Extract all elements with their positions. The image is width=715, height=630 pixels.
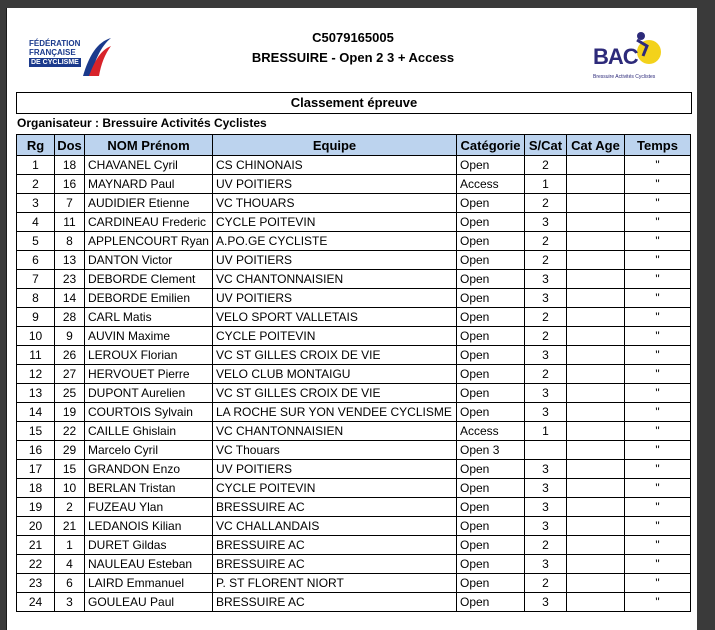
cell-team: CYCLE POITEVIN [213,213,457,232]
cell-team: VELO CLUB MONTAIGU [213,365,457,384]
table-row [17,346,691,365]
cell-bib: 11 [55,213,85,232]
cell-name: AUVIN Maxime [85,327,213,346]
cell-rank: 1 [17,156,55,175]
cell-bib: 22 [55,422,85,441]
cell-category: Open [457,555,525,574]
cell-time: " [625,403,691,422]
cell-category: Open [457,346,525,365]
cell-category: Open [457,365,525,384]
cell-name: DUPONT Aurelien [85,384,213,403]
cell-bib: 14 [55,289,85,308]
cell-name: DURET Gildas [85,536,213,555]
cell-team: CYCLE POITEVIN [213,479,457,498]
cell-bib: 7 [55,194,85,213]
cell-subcat: 2 [525,308,567,327]
cell-bib: 3 [55,593,85,612]
column-header-cat-age: Cat Age [567,135,625,156]
cell-name: DEBORDE Clement [85,270,213,289]
race-title: BRESSUIRE - Open 2 3 + Access [251,50,455,65]
cell-rank: 8 [17,289,55,308]
cell-category: Open [457,270,525,289]
cell-bib: 6 [55,574,85,593]
cell-time: " [625,460,691,479]
cell-cat-age [567,574,625,593]
cell-name: DEBORDE Emilien [85,289,213,308]
cell-team: VELO SPORT VALLETAIS [213,308,457,327]
cell-team: BRESSUIRE AC [213,593,457,612]
cell-cat-age [567,593,625,612]
cell-team: VC Thouars [213,441,457,460]
column-header-time: Temps [625,135,691,156]
cell-subcat: 2 [525,574,567,593]
table-row [17,460,691,479]
cell-rank: 6 [17,251,55,270]
column-header-subcat: S/Cat [525,135,567,156]
cell-category: Open [457,479,525,498]
cell-time: " [625,327,691,346]
cell-subcat: 3 [525,384,567,403]
table-row [17,156,691,175]
table-row [17,555,691,574]
table-row [17,175,691,194]
cell-subcat: 3 [525,289,567,308]
cell-subcat: 3 [525,460,567,479]
cell-time: " [625,498,691,517]
cell-subcat: 2 [525,232,567,251]
table-row [17,536,691,555]
table-row [17,593,691,612]
cell-cat-age [567,479,625,498]
cell-rank: 18 [17,479,55,498]
cell-subcat: 2 [525,327,567,346]
cell-category: Open [457,536,525,555]
cell-cat-age [567,156,625,175]
table-row [17,365,691,384]
cell-time: " [625,251,691,270]
cell-cat-age [567,175,625,194]
cell-cat-age [567,346,625,365]
results-table [16,134,691,612]
cell-team: UV POITIERS [213,175,457,194]
cell-rank: 9 [17,308,55,327]
table-row [17,213,691,232]
cell-subcat: 2 [525,536,567,555]
cell-category: Access [457,175,525,194]
cell-bib: 19 [55,403,85,422]
cell-category: Open 3 [457,441,525,460]
cell-subcat: 2 [525,194,567,213]
cell-time: " [625,441,691,460]
cell-bib: 13 [55,251,85,270]
table-row [17,517,691,536]
cell-cat-age [567,555,625,574]
table-row [17,498,691,517]
cell-subcat: 3 [525,479,567,498]
cell-rank: 7 [17,270,55,289]
cell-bib: 26 [55,346,85,365]
cell-team: A.PO.GE CYCLISTE [213,232,457,251]
cell-rank: 21 [17,536,55,555]
cell-name: CARL Matis [85,308,213,327]
cell-time: " [625,156,691,175]
cell-cat-age [567,384,625,403]
cell-team: BRESSUIRE AC [213,498,457,517]
cell-rank: 23 [17,574,55,593]
cell-rank: 10 [17,327,55,346]
cell-rank: 24 [17,593,55,612]
cell-bib: 8 [55,232,85,251]
cell-team: UV POITIERS [213,460,457,479]
table-row [17,251,691,270]
cell-bib: 1 [55,536,85,555]
cell-category: Open [457,327,525,346]
table-row [17,422,691,441]
cell-cat-age [567,194,625,213]
cell-bib: 27 [55,365,85,384]
cell-team: VC CHANTONNAISIEN [213,422,457,441]
table-row [17,232,691,251]
cell-bib: 2 [55,498,85,517]
cell-name: AUDIDIER Etienne [85,194,213,213]
cell-bib: 10 [55,479,85,498]
cell-bib: 9 [55,327,85,346]
cell-bib: 18 [55,156,85,175]
table-row [17,479,691,498]
cell-name: BERLAN Tristan [85,479,213,498]
cell-subcat: 3 [525,498,567,517]
cell-subcat: 3 [525,593,567,612]
cell-name: FUZEAU Ylan [85,498,213,517]
cell-team: VC ST GILLES CROIX DE VIE [213,346,457,365]
cell-name: GRANDON Enzo [85,460,213,479]
cell-rank: 16 [17,441,55,460]
cell-rank: 19 [17,498,55,517]
cell-name: LAIRD Emmanuel [85,574,213,593]
cell-subcat: 1 [525,175,567,194]
cell-subcat: 1 [525,422,567,441]
cell-cat-age [567,270,625,289]
cell-team: VC THOUARS [213,194,457,213]
cell-cat-age [567,289,625,308]
cell-category: Access [457,422,525,441]
cell-name: NAULEAU Esteban [85,555,213,574]
cell-name: LEROUX Florian [85,346,213,365]
cell-time: " [625,365,691,384]
cell-time: " [625,536,691,555]
cell-team: P. ST FLORENT NIORT [213,574,457,593]
cell-subcat: 3 [525,270,567,289]
cell-category: Open [457,517,525,536]
cell-time: " [625,194,691,213]
cell-bib: 21 [55,517,85,536]
organisateur: Organisateur : Bressuire Activités Cyclistes [17,116,267,130]
cell-rank: 3 [17,194,55,213]
cell-bib: 23 [55,270,85,289]
ffc-logo-line1: FÉDÉRATION [29,39,81,48]
cell-cat-age [567,213,625,232]
cell-rank: 15 [17,422,55,441]
cell-time: " [625,422,691,441]
table-row [17,441,691,460]
cell-cat-age [567,232,625,251]
cell-time: " [625,384,691,403]
cell-time: " [625,517,691,536]
cell-rank: 17 [17,460,55,479]
cell-category: Open [457,232,525,251]
cell-rank: 5 [17,232,55,251]
cell-time: " [625,289,691,308]
cell-bib: 28 [55,308,85,327]
cell-team: BRESSUIRE AC [213,536,457,555]
cell-subcat: 3 [525,346,567,365]
cell-team: LA ROCHE SUR YON VENDEE CYCLISME [213,403,457,422]
cell-team: UV POITIERS [213,289,457,308]
cell-team: VC CHALLANDAIS [213,517,457,536]
cell-subcat: 3 [525,555,567,574]
cell-team: BRESSUIRE AC [213,555,457,574]
cell-time: " [625,175,691,194]
document-header [17,18,689,98]
cell-category: Open [457,593,525,612]
table-body [17,156,691,612]
cell-time: " [625,479,691,498]
table-row [17,308,691,327]
cell-category: Open [457,213,525,232]
table-row [17,384,691,403]
table-row [17,403,691,422]
cell-category: Open [457,460,525,479]
cell-category: Open [457,403,525,422]
cell-team: UV POITIERS [213,251,457,270]
cell-category: Open [457,156,525,175]
cell-cat-age [567,498,625,517]
cell-subcat: 2 [525,251,567,270]
table-row [17,289,691,308]
cell-cat-age [567,441,625,460]
cell-cat-age [567,327,625,346]
cell-category: Open [457,194,525,213]
cell-cat-age [567,536,625,555]
cell-cat-age [567,365,625,384]
cell-time: " [625,232,691,251]
cell-name: CHAVANEL Cyril [85,156,213,175]
cell-team: CS CHINONAIS [213,156,457,175]
cell-name: CARDINEAU Frederic [85,213,213,232]
cell-bib: 25 [55,384,85,403]
cell-rank: 14 [17,403,55,422]
cell-rank: 12 [17,365,55,384]
cell-time: " [625,308,691,327]
cell-category: Open [457,384,525,403]
cell-rank: 4 [17,213,55,232]
cell-subcat: 2 [525,156,567,175]
cell-cat-age [567,308,625,327]
ffc-logo-line2: FRANÇAISE [29,48,76,57]
cell-rank: 11 [17,346,55,365]
table-row [17,574,691,593]
document-sheet [6,8,697,630]
cell-cat-age [567,403,625,422]
cell-bib: 29 [55,441,85,460]
column-header-team: Equipe [213,135,457,156]
cell-bib: 16 [55,175,85,194]
cell-team: CYCLE POITEVIN [213,327,457,346]
cell-rank: 2 [17,175,55,194]
cell-name: LEDANOIS Kilian [85,517,213,536]
cell-cat-age [567,251,625,270]
cell-time: " [625,555,691,574]
cell-rank: 22 [17,555,55,574]
cell-time: " [625,593,691,612]
cell-cat-age [567,422,625,441]
table-header-row [17,135,691,156]
bac-logo [593,24,675,94]
table-row [17,194,691,213]
cell-time: " [625,574,691,593]
cell-name: HERVOUET Pierre [85,365,213,384]
cell-cat-age [567,460,625,479]
cell-team: VC ST GILLES CROIX DE VIE [213,384,457,403]
cell-category: Open [457,574,525,593]
ffc-logo-line3: DE CYCLISME [31,59,79,66]
cell-category: Open [457,498,525,517]
cell-category: Open [457,308,525,327]
cell-rank: 20 [17,517,55,536]
column-header-name: NOM Prénom [85,135,213,156]
cell-time: " [625,213,691,232]
cell-cat-age [567,517,625,536]
cell-name: CAILLE Ghislain [85,422,213,441]
table-row [17,327,691,346]
cell-time: " [625,346,691,365]
cell-team: VC CHANTONNAISIEN [213,270,457,289]
cell-name: MAYNARD Paul [85,175,213,194]
cell-category: Open [457,251,525,270]
bac-logo-subtitle: Bressuire Activités Cyclistes [593,74,656,80]
cell-subcat: 3 [525,517,567,536]
table-row [17,270,691,289]
column-header-category: Catégorie [457,135,525,156]
cell-name: APPLENCOURT Ryan [85,232,213,251]
cell-subcat: 3 [525,403,567,422]
cell-time: " [625,270,691,289]
cell-subcat: 2 [525,365,567,384]
cell-name: GOULEAU Paul [85,593,213,612]
cell-bib: 15 [55,460,85,479]
cell-subcat [525,441,567,460]
cell-subcat: 3 [525,213,567,232]
cell-rank: 13 [17,384,55,403]
cell-bib: 4 [55,555,85,574]
column-header-bib: Dos [55,135,85,156]
cell-name: COURTOIS Sylvain [85,403,213,422]
cell-name: DANTON Victor [85,251,213,270]
cell-name: Marcelo Cyril [85,441,213,460]
cell-category: Open [457,289,525,308]
section-title: Classement épreuve [16,92,692,114]
bac-logo-letters: BAC [593,44,638,69]
column-header-rank: Rg [17,135,55,156]
race-code: C5079165005 [312,30,394,45]
